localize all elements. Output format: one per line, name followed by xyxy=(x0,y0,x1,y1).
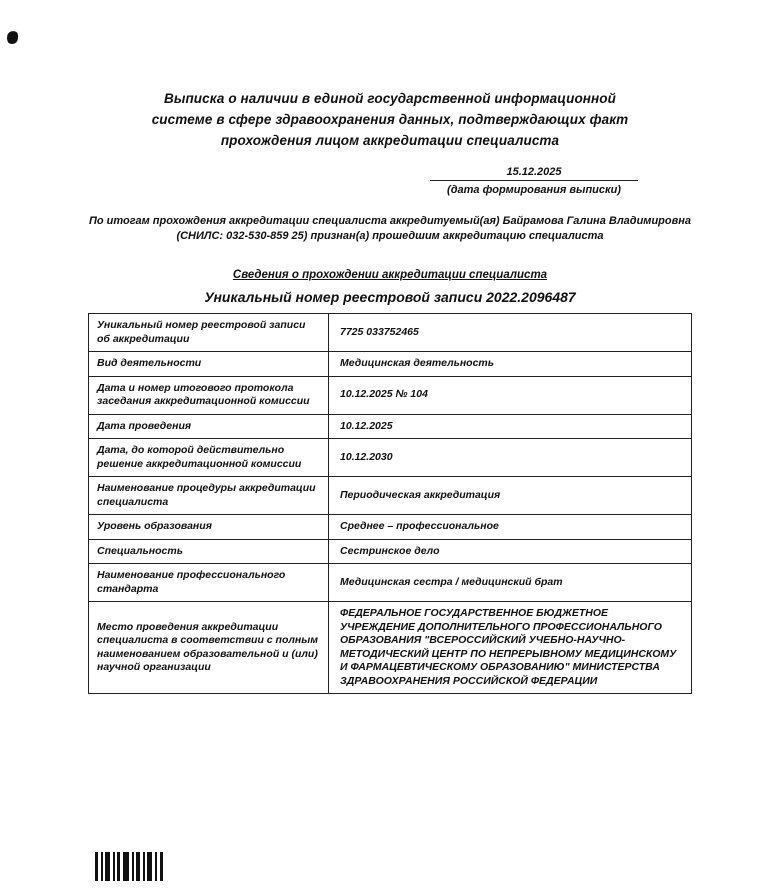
row-label: Уникальный номер реестровой записи об аккредитации xyxy=(89,314,329,352)
document-title-line: системе в сфере здравоохранения данных, подтверждающих факт xyxy=(151,112,629,127)
row-value: ФЕДЕРАЛЬНОЕ ГОСУДАРСТВЕННОЕ БЮДЖЕТНОЕ УЧРЕЖДЕНИЕ ДОПОЛНИТЕЛЬНОГО ПРОФЕССИОНАЛЬНОГО ОБРАЗОВАНИЯ "ВСЕРОССИЙСКИЙ УЧЕБНО-НАУЧНО-МЕТОДИЧЕСКИЙ ЦЕНТР ПО НЕПРЕРЫВНОМУ МЕДИЦИНСКОМУ И ФАРМАЦЕВТИЧЕСКОМУ ОБРАЗОВАНИЮ" МИНИСТЕРСТВА ЗДРАВООХРАНЕНИЯ РОССИЙСКОЙ ФЕДЕРАЦИИ xyxy=(329,602,692,694)
row-label: Дата и номер итогового протокола заседания аккредитационной комиссии xyxy=(89,376,329,414)
row-label: Наименование профессионального стандарта xyxy=(89,564,329,602)
table-row xyxy=(89,539,692,564)
row-value: Сестринское дело xyxy=(329,539,692,564)
document-title-line: прохождения лицом аккредитации специалиста xyxy=(220,133,560,148)
row-value: 10.12.2025 № 104 xyxy=(329,376,692,414)
table-row xyxy=(89,515,692,540)
registry-number-heading: Уникальный номер реестровой записи 2022.2096487 xyxy=(204,289,576,305)
issue-date-block xyxy=(430,165,638,197)
table-row xyxy=(89,414,692,439)
row-label: Наименование процедуры аккредитации специалиста xyxy=(89,477,329,515)
row-value: 10.12.2025 xyxy=(329,414,692,439)
table-row xyxy=(89,352,692,377)
row-value: Периодическая аккредитация xyxy=(329,477,692,515)
section-heading: Сведения о прохождении аккредитации специалиста xyxy=(232,269,548,281)
row-label: Место проведения аккредитации специалиста в соответствии с полным наименованием образовательной и (или) научной организации xyxy=(89,602,329,694)
barcode-artifact xyxy=(95,852,163,881)
document-title-line: Выписка о наличии в единой государственной информационной xyxy=(163,91,616,106)
document-title xyxy=(0,88,780,151)
row-label: Уровень образования xyxy=(89,515,329,540)
row-value: Медицинская сестра / медицинский брат xyxy=(329,564,692,602)
row-label: Дата проведения xyxy=(89,414,329,439)
accreditation-table-body xyxy=(89,314,692,694)
row-value: 7725 033752465 xyxy=(329,314,692,352)
row-value: Медицинская деятельность xyxy=(329,352,692,377)
accreditation-table xyxy=(88,313,692,694)
intro-paragraph: По итогам прохождения аккредитации специалиста аккредитуемый(ая) Байрамова Галина Владимировна (СНИЛС: 032-530-859 25) признан(а) прошедшим аккредитацию специалиста xyxy=(88,215,692,242)
table-row xyxy=(89,439,692,477)
table-row xyxy=(89,477,692,515)
row-label: Вид деятельности xyxy=(89,352,329,377)
row-value: 10.12.2030 xyxy=(329,439,692,477)
row-label: Специальность xyxy=(89,539,329,564)
row-label: Дата, до которой действительно решение аккредитационной комиссии xyxy=(89,439,329,477)
issue-date-caption: (дата формирования выписки) xyxy=(447,184,621,196)
ink-blob-artifact xyxy=(6,30,19,45)
table-row xyxy=(89,314,692,352)
table-row xyxy=(89,602,692,694)
issue-date: 15.12.2025 xyxy=(430,165,638,181)
table-row xyxy=(89,376,692,414)
row-value: Среднее – профессиональное xyxy=(329,515,692,540)
table-row xyxy=(89,564,692,602)
